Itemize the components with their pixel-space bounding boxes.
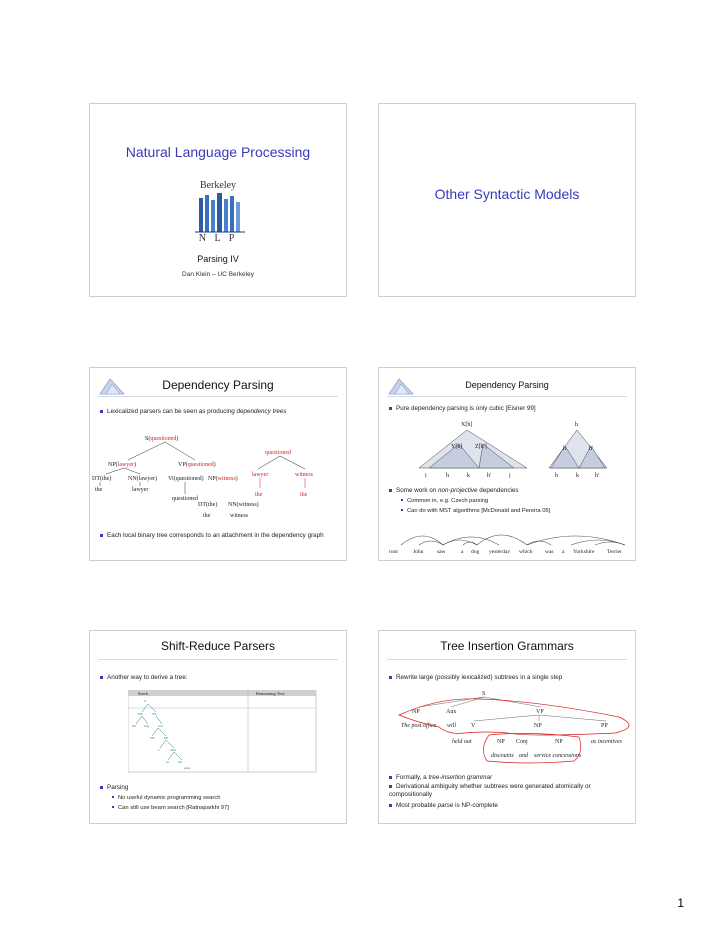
svg-text:the: the	[300, 492, 308, 498]
bullet-text: Can do with MST algorithms [McDonald and Pereira 05]	[407, 508, 551, 514]
bullet-text: Another way to derive a tree:	[107, 674, 188, 681]
svg-text:discounts: discounts	[491, 753, 514, 759]
slide-dependency-parsing-2	[378, 367, 636, 561]
svg-text:NP: NP	[534, 723, 542, 729]
svg-text:questioned: questioned	[172, 496, 198, 502]
svg-text:S(questioned): S(questioned)	[145, 436, 179, 442]
svg-text:saw: saw	[437, 549, 446, 555]
svg-text:Vi(questioned): Vi(questioned)	[168, 476, 204, 482]
svg-text:j: j	[509, 473, 511, 478]
bullet	[389, 487, 519, 495]
bullet-square-icon	[389, 776, 392, 779]
svg-text:the: the	[255, 492, 263, 498]
svg-text:witness: witness	[230, 513, 248, 519]
slide2-title: Other Syntactic Models	[434, 186, 580, 202]
svg-text:held out: held out	[452, 739, 472, 745]
bullet-square-icon	[401, 509, 403, 511]
bullet	[389, 674, 562, 682]
svg-text:dog: dog	[471, 549, 480, 555]
header-divider	[98, 396, 338, 397]
svg-text:S: S	[482, 691, 486, 697]
header-divider	[98, 659, 338, 660]
bullet	[100, 784, 128, 792]
svg-text:the: the	[95, 487, 103, 493]
svg-text:PP: PP	[601, 723, 608, 729]
svg-text:root: root	[389, 549, 398, 555]
bullet-square-icon	[401, 499, 403, 501]
svg-text:i: i	[425, 473, 427, 478]
svg-text:NP: NP	[150, 736, 155, 740]
bullet	[389, 774, 492, 782]
svg-text:k: k	[467, 473, 470, 478]
logo-text-top: Berkeley	[199, 180, 237, 191]
bullet-emphasis: parse	[437, 802, 454, 809]
svg-text:a: a	[158, 748, 160, 752]
page-number: 1	[677, 896, 684, 910]
svg-text:the: the	[178, 760, 183, 764]
svg-text:h': h'	[595, 473, 600, 478]
bullet-text: Most probable	[396, 802, 438, 809]
slide-title	[89, 103, 347, 297]
svg-text:h: h	[575, 422, 578, 428]
svg-text:was: was	[545, 549, 554, 555]
slide6-title: Tree Insertion Grammars	[440, 639, 574, 653]
bullet-square-icon	[100, 676, 103, 679]
lexicalized-tree-figure	[90, 428, 348, 528]
bullet-text: Can still use beam search [Ratnaparkhi 97]	[118, 805, 229, 811]
bullet-square-icon	[389, 489, 392, 492]
svg-text:lawyer: lawyer	[132, 487, 149, 493]
svg-text:yesterday: yesterday	[489, 549, 511, 555]
sub-bullet	[401, 497, 488, 505]
non-projective-sentence	[379, 523, 637, 558]
svg-text:Terrier: Terrier	[607, 549, 622, 555]
berkeley-logo-icon	[195, 193, 245, 233]
svg-text:park: park	[184, 766, 191, 770]
slide1-subtitle: Parsing IV	[197, 254, 239, 264]
svg-text:DT(the): DT(the)	[198, 502, 218, 508]
svg-text:V: V	[471, 723, 476, 729]
svg-text:NP: NP	[412, 709, 420, 715]
svg-text:h: h	[446, 473, 449, 478]
svg-text:h': h'	[589, 446, 594, 452]
bullet	[389, 405, 536, 413]
svg-text:The post office: The post office	[401, 723, 437, 729]
tig-tree-figure	[379, 687, 637, 771]
bullet-text: Pure dependency parsing is only cubic [Eisner 99]	[396, 405, 536, 412]
svg-text:Yorkshire: Yorkshire	[573, 549, 595, 555]
bullet-text: Formally, a	[396, 774, 429, 781]
bullet	[100, 408, 287, 416]
bullet	[100, 532, 330, 540]
svg-text:Stack: Stack	[138, 691, 148, 696]
shift-reduce-table	[128, 690, 318, 774]
svg-text:PP: PP	[164, 736, 168, 740]
svg-text:in: in	[166, 760, 169, 764]
slide-dependency-parsing-1	[89, 367, 347, 561]
slide3-title: Dependency Parsing	[162, 378, 274, 392]
svg-text:the: the	[132, 724, 137, 728]
svg-text:the: the	[203, 513, 211, 519]
svg-text:NN(witness): NN(witness)	[228, 502, 259, 508]
bullet-square-icon	[112, 806, 114, 808]
svg-text:witness: witness	[295, 472, 313, 478]
bullet-text: is NP-complete	[453, 802, 498, 809]
svg-text:questioned: questioned	[265, 450, 291, 456]
svg-text:Aux: Aux	[446, 709, 457, 715]
svg-text:VP: VP	[152, 712, 157, 716]
svg-text:John: John	[413, 549, 424, 555]
svg-text:a: a	[562, 549, 565, 555]
bullet-square-icon	[389, 785, 392, 788]
svg-text:h: h	[555, 473, 558, 478]
bullet	[389, 783, 619, 799]
sub-bullet	[112, 794, 220, 802]
bullet-square-icon	[389, 804, 392, 807]
sub-bullet	[401, 507, 550, 515]
bullet-emphasis: tree-insertion grammar	[428, 774, 493, 781]
slide4-title: Dependency Parsing	[465, 380, 549, 390]
svg-text:which: which	[519, 549, 533, 555]
bullet-text: Rewrite large (possibly lexicalized) subtrees in a single step	[396, 674, 563, 681]
logo-text-bottom: N L P	[198, 233, 238, 244]
svg-text:Z[h']: Z[h']	[475, 444, 487, 450]
svg-text:Y[h]: Y[h]	[451, 444, 463, 450]
bullet-text: Derivational ambiguity whether subtrees were generated atomically or compositionally	[389, 783, 591, 798]
bullet-text: Common in, e.g. Czech parsing	[407, 498, 489, 504]
slide1-title: Natural Language Processing	[125, 144, 311, 160]
bullet-text: Parsing	[107, 784, 129, 791]
svg-text:NN(lawyer): NN(lawyer)	[128, 476, 157, 482]
svg-text:k: k	[576, 473, 579, 478]
svg-text:NP: NP	[497, 739, 505, 745]
svg-text:dog: dog	[144, 724, 150, 728]
header-divider	[387, 659, 627, 660]
svg-text:h: h	[563, 446, 566, 452]
svg-text:Conj: Conj	[516, 739, 528, 745]
sub-bullet	[112, 804, 229, 812]
bullet-emphasis: dependency trees	[236, 408, 287, 415]
svg-text:NP(lawyer): NP(lawyer)	[108, 462, 136, 468]
slide-tree-insertion	[378, 630, 636, 824]
svg-text:DT(the): DT(the)	[92, 476, 112, 482]
svg-text:Remaining Text: Remaining Text	[256, 691, 285, 696]
eisner-diagram	[379, 418, 637, 478]
slide5-title: Shift-Reduce Parsers	[160, 639, 276, 653]
bullet-square-icon	[100, 534, 103, 537]
svg-text:as incentives: as incentives	[591, 739, 622, 745]
svg-text:NP(witness): NP(witness)	[208, 476, 238, 482]
svg-text:will: will	[447, 723, 457, 729]
svg-text:and: and	[519, 753, 528, 759]
bullet-square-icon	[389, 407, 392, 410]
svg-text:X[h]: X[h]	[461, 422, 473, 428]
bullet-text: Each local binary tree corresponds to an attachment in the dependency graph	[107, 532, 324, 539]
svg-text:VP(questioned): VP(questioned)	[178, 462, 216, 468]
svg-text:man: man	[170, 748, 177, 752]
bullet-square-icon	[100, 410, 103, 413]
bullet-text: Lexicalized parsers can be seen as producing	[107, 408, 237, 415]
bullet	[389, 802, 498, 810]
slide1-author: Dan Klein – UC Berkeley	[182, 271, 254, 278]
slide-shift-reduce	[89, 630, 347, 824]
svg-text:saw: saw	[158, 724, 164, 728]
svg-text:a: a	[461, 549, 464, 555]
svg-text:VP: VP	[536, 709, 544, 715]
svg-text:h': h'	[487, 473, 492, 478]
bullet-square-icon	[112, 796, 114, 798]
bullet-emphasis: non-projective	[438, 487, 478, 494]
svg-text:NP: NP	[555, 739, 563, 745]
header-divider	[387, 396, 627, 397]
slide-section	[378, 103, 636, 297]
bullet	[100, 674, 188, 682]
bullet-text: dependencies	[477, 487, 519, 494]
bullet-square-icon	[100, 786, 103, 789]
svg-text:service concessions: service concessions	[534, 753, 582, 759]
bullet-square-icon	[389, 676, 392, 679]
svg-text:lawyer: lawyer	[252, 472, 269, 478]
bullet-text: No useful dynamic programming search	[118, 795, 221, 801]
svg-text:NP: NP	[138, 712, 143, 716]
svg-text:S: S	[144, 699, 146, 703]
bullet-text: Some work on	[396, 487, 438, 494]
